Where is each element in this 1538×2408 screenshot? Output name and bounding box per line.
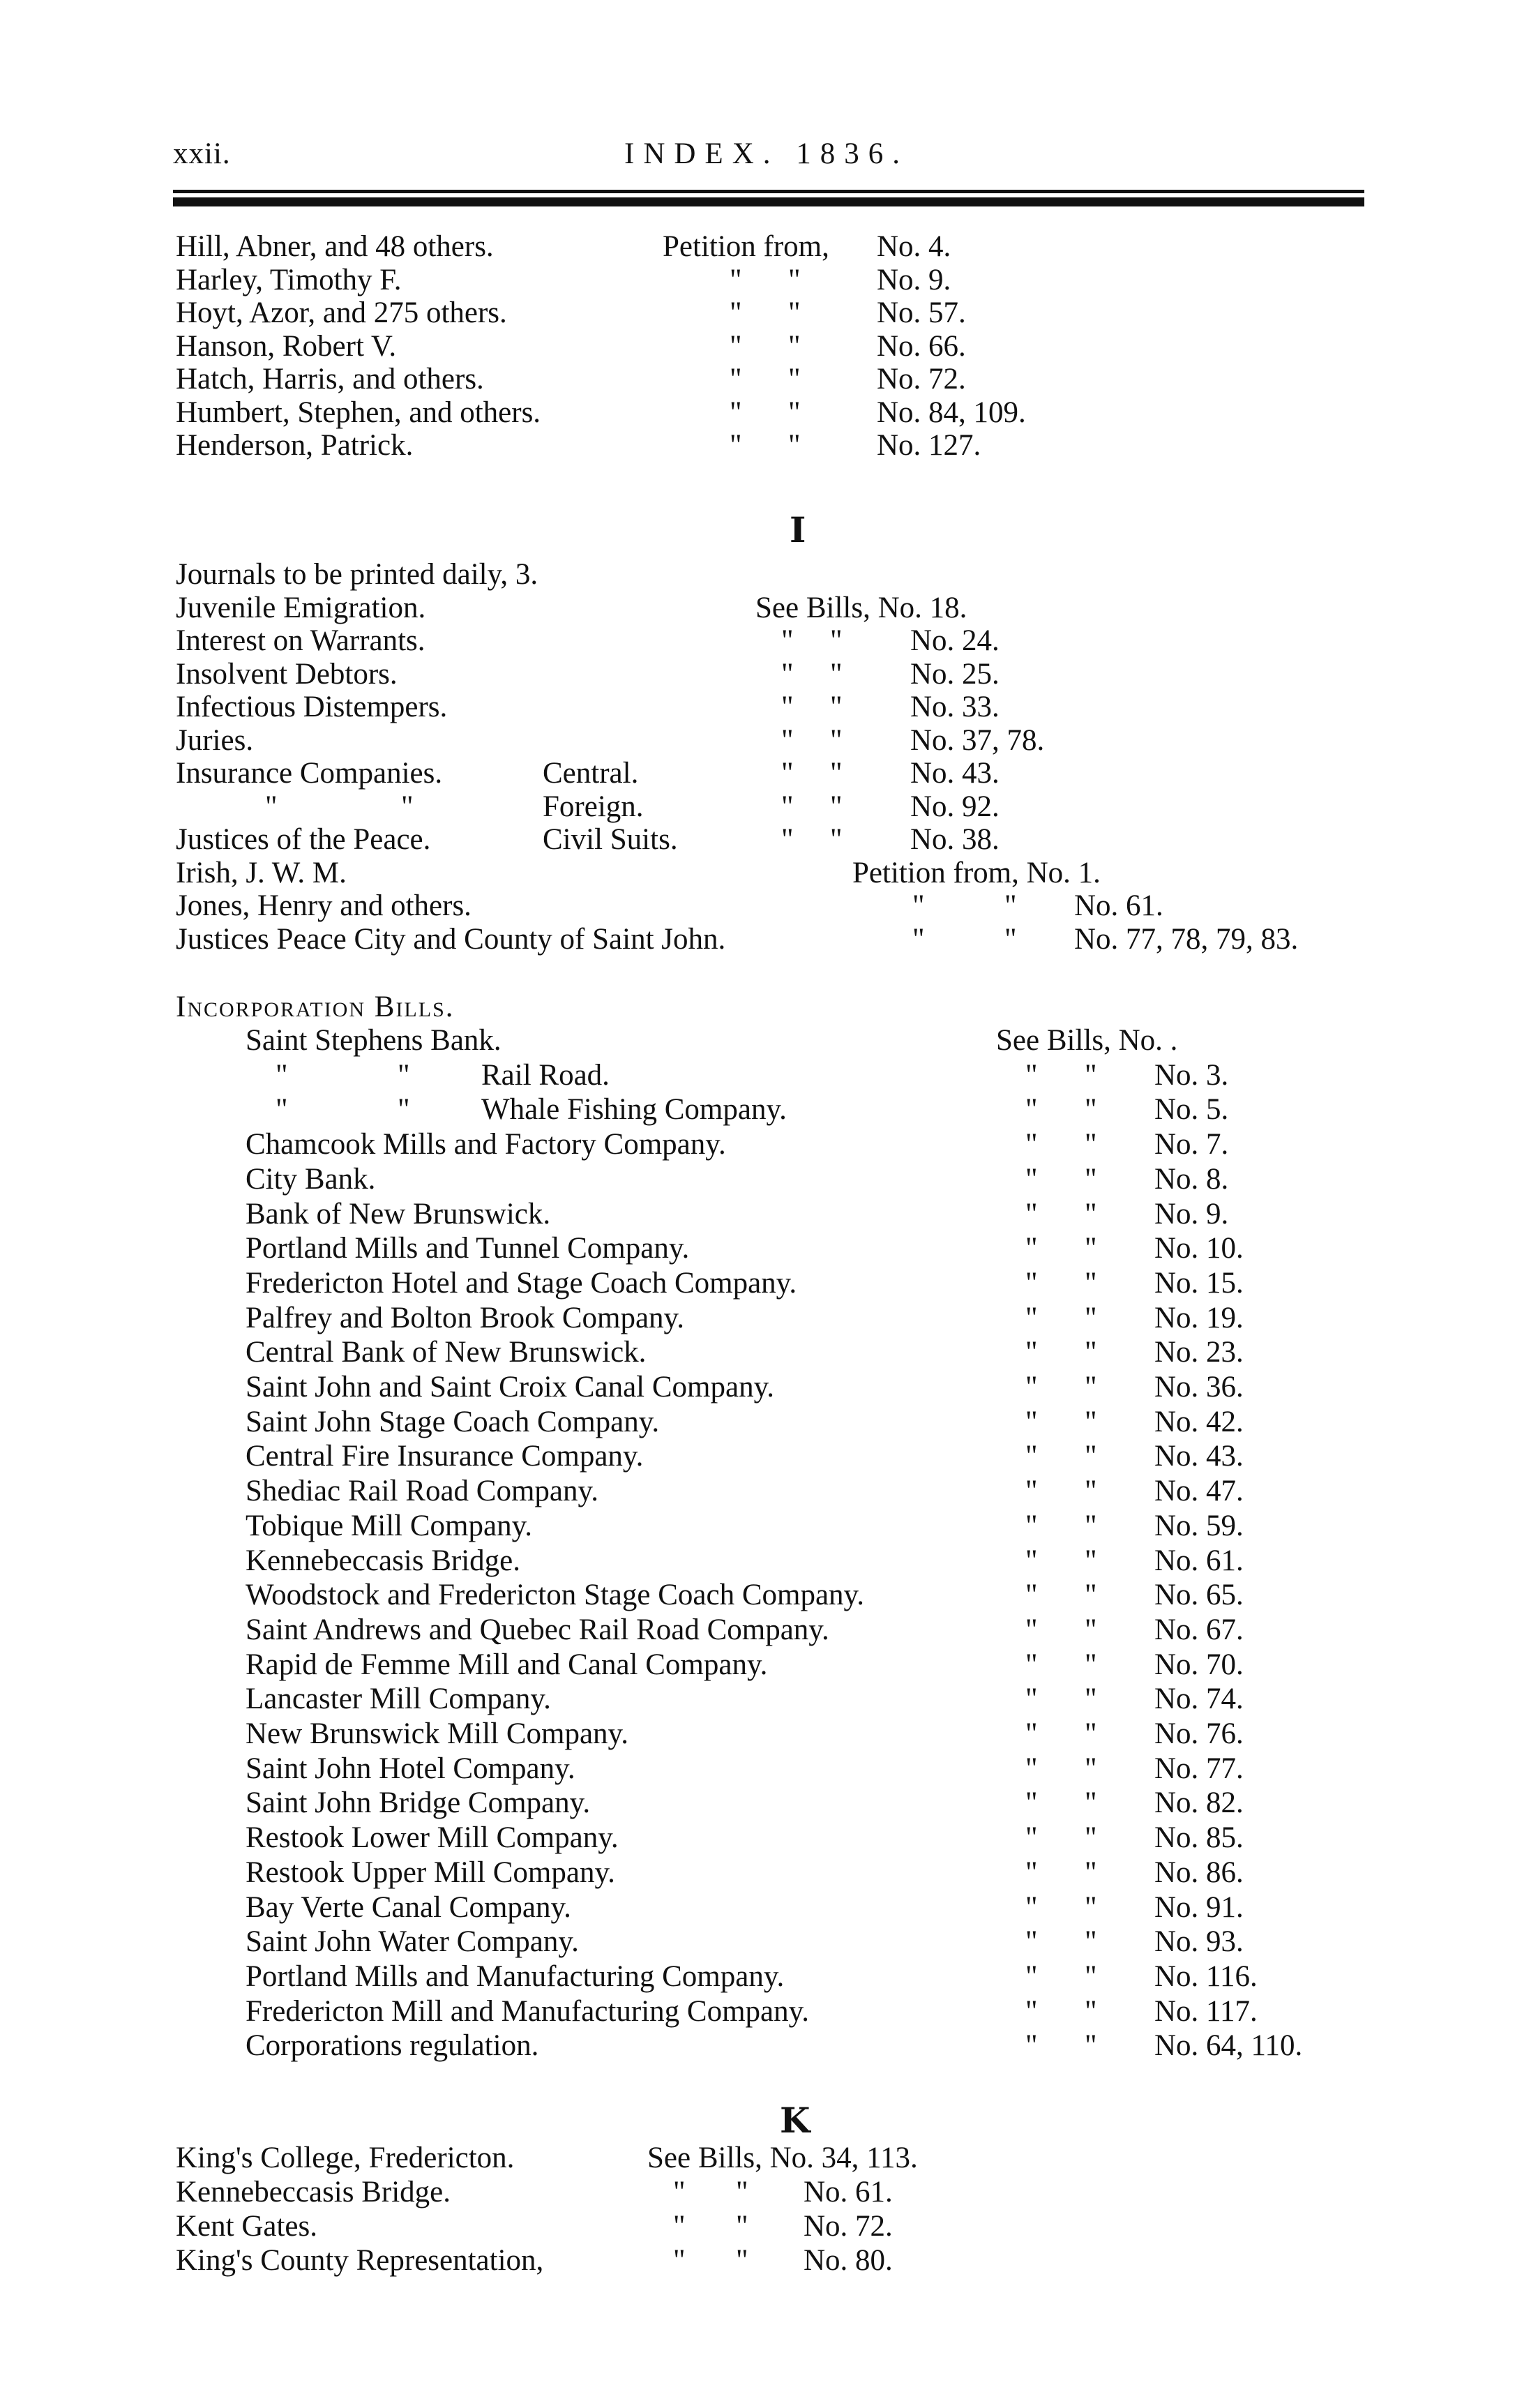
entry-number: No. 85. [1154, 1821, 1244, 1855]
entry-number: No. 24. [910, 624, 1000, 657]
entry-number: No. 82. [1154, 1786, 1244, 1820]
ditto-mark: " [1025, 1856, 1038, 1889]
entry-number: No. 36. [1154, 1371, 1244, 1404]
entry-number: No. 38. [910, 823, 1000, 856]
entry-number: No. 33. [910, 691, 1000, 723]
entry-name: Saint John Stage Coach Company. [246, 1405, 660, 1438]
ditto-mark: " [788, 263, 801, 296]
page-folio: xxii. [173, 137, 231, 170]
entry-name: Bay Verte Canal Company. [246, 1890, 571, 1924]
ditto-mark: " [830, 624, 843, 657]
entry-name: Woodstock and Fredericton Stage Coach Company. [246, 1579, 865, 1612]
ditto-mark: " [1085, 1232, 1097, 1265]
entry-number: No. 61. [1074, 889, 1163, 922]
ditto-mark: " [265, 790, 278, 823]
page-header [0, 137, 1538, 179]
ditto-mark: " [401, 790, 414, 823]
ditto-mark: " [1085, 1405, 1097, 1438]
ditto-mark: " [781, 757, 794, 790]
ditto-mark: " [1085, 1613, 1097, 1646]
ditto-mark: " [1085, 1821, 1097, 1855]
entry-subhead: Civil Suits. [543, 823, 678, 856]
ditto-mark: " [788, 429, 801, 462]
entry-name: Portland Mills and Manufacturing Company. [246, 1959, 785, 1993]
ditto-mark: " [1085, 1579, 1097, 1612]
ditto-mark: " [1025, 1752, 1038, 1785]
ditto-mark: " [830, 790, 843, 823]
entry-number: No. 42. [1154, 1405, 1244, 1438]
entry-reference: Petition from, [663, 230, 829, 263]
entry-number: No. 15. [1154, 1266, 1244, 1300]
ditto-mark: " [1025, 1821, 1038, 1855]
ditto-mark: " [1025, 1232, 1038, 1265]
entry-number: No. 59. [1154, 1509, 1244, 1542]
ditto-mark: " [730, 329, 742, 363]
ditto-mark: " [1085, 1475, 1097, 1508]
entry-reference: See Bills, No. 34, 113. [647, 2142, 918, 2174]
entry-number: No. 19. [1154, 1301, 1244, 1334]
entry-number: No. 91. [1154, 1890, 1244, 1924]
ditto-mark: " [1025, 1440, 1038, 1473]
ditto-mark: " [1025, 1579, 1038, 1612]
ditto-mark: " [781, 723, 794, 757]
entry-number: No. 127. [877, 429, 981, 462]
ditto-mark: " [1025, 1197, 1038, 1231]
ditto-mark: " [1025, 1058, 1038, 1092]
ditto-mark: " [1025, 1648, 1038, 1681]
ditto-mark: " [1004, 889, 1017, 922]
header-rule-thick [173, 197, 1364, 206]
entry-number: No. 61. [1154, 1544, 1244, 1577]
entry-name: Harley, Timothy F. [176, 263, 402, 296]
ditto-mark: " [781, 823, 794, 856]
ditto-mark: " [1085, 1648, 1097, 1681]
ditto-mark: " [1025, 1266, 1038, 1300]
ditto-mark: " [736, 2176, 748, 2208]
ditto-mark: " [781, 657, 794, 691]
ditto-mark: " [1085, 1058, 1097, 1092]
entry-name: Chamcook Mills and Factory Company. [246, 1128, 726, 1161]
entry-reference: See Bills, No. . [996, 1024, 1178, 1057]
entry-name: Central Bank of New Brunswick. [246, 1336, 647, 1369]
entry-name: Corporations regulation. [246, 2029, 539, 2063]
entry-name: Central Fire Insurance Company. [246, 1440, 644, 1473]
ditto-mark: " [1085, 1752, 1097, 1785]
ditto-mark: " [1085, 1128, 1097, 1161]
entry-name: Hanson, Robert V. [176, 329, 397, 363]
entry-number: No. 72. [804, 2210, 893, 2243]
entry-name: Infectious Distempers. [176, 691, 448, 723]
ditto-mark: " [912, 889, 925, 922]
entry-number: No. 116. [1154, 1959, 1258, 1993]
ditto-mark: " [1025, 1475, 1038, 1508]
entry-name: Fredericton Hotel and Stage Coach Company. [246, 1266, 797, 1300]
ditto-mark: " [1025, 1405, 1038, 1438]
ditto-mark: " [1025, 1544, 1038, 1577]
entry-name: Henderson, Patrick. [176, 429, 414, 462]
entry-number: No. 47. [1154, 1475, 1244, 1508]
entry-number: No. 7. [1154, 1128, 1229, 1161]
entry-name: Rail Road. [481, 1058, 610, 1092]
entry-name: New Brunswick Mill Company. [246, 1717, 629, 1750]
entry-number: No. 72. [877, 363, 966, 396]
entry-name: Journals to be printed daily, 3. [176, 558, 538, 591]
ditto-mark: " [1025, 1683, 1038, 1716]
ditto-mark: " [1025, 1093, 1038, 1127]
entry-name: Saint John Hotel Company. [246, 1752, 575, 1785]
entry-number: No. 61. [804, 2176, 893, 2208]
ditto-mark: " [736, 2210, 748, 2243]
entry-number: No. 5. [1154, 1093, 1229, 1127]
ditto-mark: " [1085, 1197, 1097, 1231]
entry-number: No. 117. [1154, 1994, 1258, 2028]
entry-number: No. 86. [1154, 1856, 1244, 1889]
entry-name: Restook Upper Mill Company. [246, 1856, 615, 1889]
entry-name: Hill, Abner, and 48 others. [176, 230, 494, 263]
ditto-mark: " [1085, 1994, 1097, 2028]
ditto-mark: " [1025, 1717, 1038, 1750]
entry-subhead: Foreign. [543, 790, 644, 823]
ditto-mark: " [830, 657, 843, 691]
ditto-mark: " [1085, 1336, 1097, 1369]
ditto-mark: " [830, 691, 843, 723]
entry-number: No. 80. [804, 2244, 893, 2277]
ditto-mark: " [276, 1058, 288, 1092]
ditto-mark: " [736, 2244, 748, 2277]
entry-name: Palfrey and Bolton Brook Company. [246, 1301, 685, 1334]
ditto-mark: " [1085, 1093, 1097, 1127]
ditto-mark: " [1025, 1786, 1038, 1820]
ditto-mark: " [788, 396, 801, 429]
ditto-mark: " [830, 823, 843, 856]
section-letter-i: I [790, 509, 806, 550]
entry-name: Rapid de Femme Mill and Canal Company. [246, 1648, 768, 1681]
header-rule-thin [173, 190, 1364, 193]
entry-number: No. 92. [910, 790, 1000, 823]
page-title: INDEX. 1836. [624, 137, 909, 170]
entry-name: Whale Fishing Company. [481, 1093, 787, 1127]
entry-number: No. 9. [1154, 1197, 1229, 1231]
entry-number: No. 10. [1154, 1232, 1244, 1265]
ditto-mark: " [788, 329, 801, 363]
ditto-mark: " [1085, 1301, 1097, 1334]
ditto-mark: " [730, 396, 742, 429]
entry-name: Saint John Water Company. [246, 1925, 579, 1959]
entry-name: Hatch, Harris, and others. [176, 363, 484, 396]
entry-number: No. 65. [1154, 1579, 1244, 1612]
ditto-mark: " [1085, 1856, 1097, 1889]
ditto-mark: " [1085, 1959, 1097, 1993]
ditto-mark: " [1025, 1128, 1038, 1161]
entry-name: Shediac Rail Road Company. [246, 1475, 598, 1508]
entry-name: Lancaster Mill Company. [246, 1683, 551, 1716]
ditto-mark: " [673, 2176, 686, 2208]
entry-number: No. 77, 78, 79, 83. [1074, 922, 1299, 956]
entry-number: No. 66. [877, 329, 966, 363]
entry-name: Insurance Companies. [176, 757, 443, 790]
ditto-mark: " [1085, 1925, 1097, 1959]
ditto-mark: " [398, 1058, 410, 1092]
section-letter-k: K [780, 2100, 811, 2141]
ditto-mark: " [730, 363, 742, 396]
entry-number: No. 57. [877, 296, 966, 329]
entry-name: Kent Gates. [176, 2210, 317, 2243]
ditto-mark: " [673, 2210, 686, 2243]
ditto-mark: " [1085, 1162, 1097, 1196]
ditto-mark: " [788, 296, 801, 329]
ditto-mark: " [830, 757, 843, 790]
ditto-mark: " [1085, 1509, 1097, 1542]
ditto-mark: " [730, 263, 742, 296]
ditto-mark: " [1085, 2029, 1097, 2063]
entry-number: No. 4. [877, 230, 951, 263]
entry-name: Kennebeccasis Bridge. [176, 2176, 451, 2208]
entry-name: Tobique Mill Company. [246, 1509, 533, 1542]
ditto-mark: " [781, 624, 794, 657]
entry-number: No. 93. [1154, 1925, 1244, 1959]
ditto-mark: " [730, 296, 742, 329]
ditto-mark: " [1025, 1890, 1038, 1924]
entry-name: Humbert, Stephen, and others. [176, 396, 541, 429]
ditto-mark: " [912, 922, 925, 956]
ditto-mark: " [781, 691, 794, 723]
entry-name: Saint Andrews and Quebec Rail Road Company. [246, 1613, 829, 1646]
entry-number: No. 76. [1154, 1717, 1244, 1750]
ditto-mark: " [1025, 1509, 1038, 1542]
entry-number: No. 9. [877, 263, 951, 296]
entry-name: King's College, Fredericton. [176, 2142, 515, 2174]
entry-number: No. 3. [1154, 1058, 1229, 1092]
ditto-mark: " [1085, 1371, 1097, 1404]
entry-number: No. 84, 109. [877, 396, 1026, 429]
entry-number: No. 67. [1154, 1613, 1244, 1646]
entry-number: No. 74. [1154, 1683, 1244, 1716]
entry-name: Insolvent Debtors. [176, 657, 398, 691]
entry-number: No. 37, 78. [910, 723, 1045, 757]
entry-number: No. 43. [910, 757, 1000, 790]
entry-number: No. 43. [1154, 1440, 1244, 1473]
entry-name: Justices Peace City and County of Saint John. [176, 922, 726, 956]
ditto-mark: " [1004, 922, 1017, 956]
entry-name: Fredericton Mill and Manufacturing Company. [246, 1994, 810, 2028]
entry-number: No. 8. [1154, 1162, 1229, 1196]
ditto-mark: " [1025, 1336, 1038, 1369]
entry-name: Saint Stephens Bank. [246, 1024, 502, 1057]
entry-number: No. 70. [1154, 1648, 1244, 1681]
ditto-mark: " [781, 790, 794, 823]
entry-name: Justices of the Peace. [176, 823, 431, 856]
ditto-mark: " [1085, 1890, 1097, 1924]
entry-name: Juvenile Emigration. [176, 591, 426, 624]
entry-name: City Bank. [246, 1162, 376, 1196]
entry-name: Jones, Henry and others. [176, 889, 472, 922]
entry-reference: Petition from, No. 1. [852, 856, 1101, 889]
entry-number: No. 23. [1154, 1336, 1244, 1369]
entry-name: Saint John and Saint Croix Canal Company. [246, 1371, 775, 1404]
incorporation-bills-heading: Incorporation Bills. [176, 991, 455, 1023]
entry-name: Juries. [176, 723, 254, 757]
entry-name: Portland Mills and Tunnel Company. [246, 1232, 690, 1265]
ditto-mark: " [1025, 1371, 1038, 1404]
ditto-mark: " [1025, 1162, 1038, 1196]
entry-number: No. 25. [910, 657, 1000, 691]
ditto-mark: " [730, 429, 742, 462]
ditto-mark: " [830, 723, 843, 757]
entry-number: No. 77. [1154, 1752, 1244, 1785]
entry-name: Hoyt, Azor, and 275 others. [176, 296, 507, 329]
ditto-mark: " [1085, 1544, 1097, 1577]
ditto-mark: " [788, 363, 801, 396]
entry-name: Interest on Warrants. [176, 624, 425, 657]
ditto-mark: " [1025, 1959, 1038, 1993]
entry-name: Restook Lower Mill Company. [246, 1821, 619, 1855]
ditto-mark: " [276, 1093, 288, 1127]
ditto-mark: " [1025, 1613, 1038, 1646]
ditto-mark: " [1025, 1925, 1038, 1959]
ditto-mark: " [398, 1093, 410, 1127]
entry-name: Bank of New Brunswick. [246, 1197, 551, 1231]
entry-name: King's County Representation, [176, 2244, 544, 2277]
ditto-mark: " [1085, 1440, 1097, 1473]
entry-reference: See Bills, No. 18. [755, 591, 967, 624]
entry-number: No. 64, 110. [1154, 2029, 1303, 2063]
ditto-mark: " [1025, 2029, 1038, 2063]
ditto-mark: " [1085, 1786, 1097, 1820]
ditto-mark: " [1085, 1683, 1097, 1716]
entry-name: Saint John Bridge Company. [246, 1786, 591, 1820]
entry-name: Irish, J. W. M. [176, 856, 347, 889]
ditto-mark: " [673, 2244, 686, 2277]
ditto-mark: " [1025, 1301, 1038, 1334]
entry-subhead: Central. [543, 757, 639, 790]
ditto-mark: " [1025, 1994, 1038, 2028]
ditto-mark: " [1085, 1266, 1097, 1300]
entry-name: Kennebeccasis Bridge. [246, 1544, 521, 1577]
ditto-mark: " [1085, 1717, 1097, 1750]
